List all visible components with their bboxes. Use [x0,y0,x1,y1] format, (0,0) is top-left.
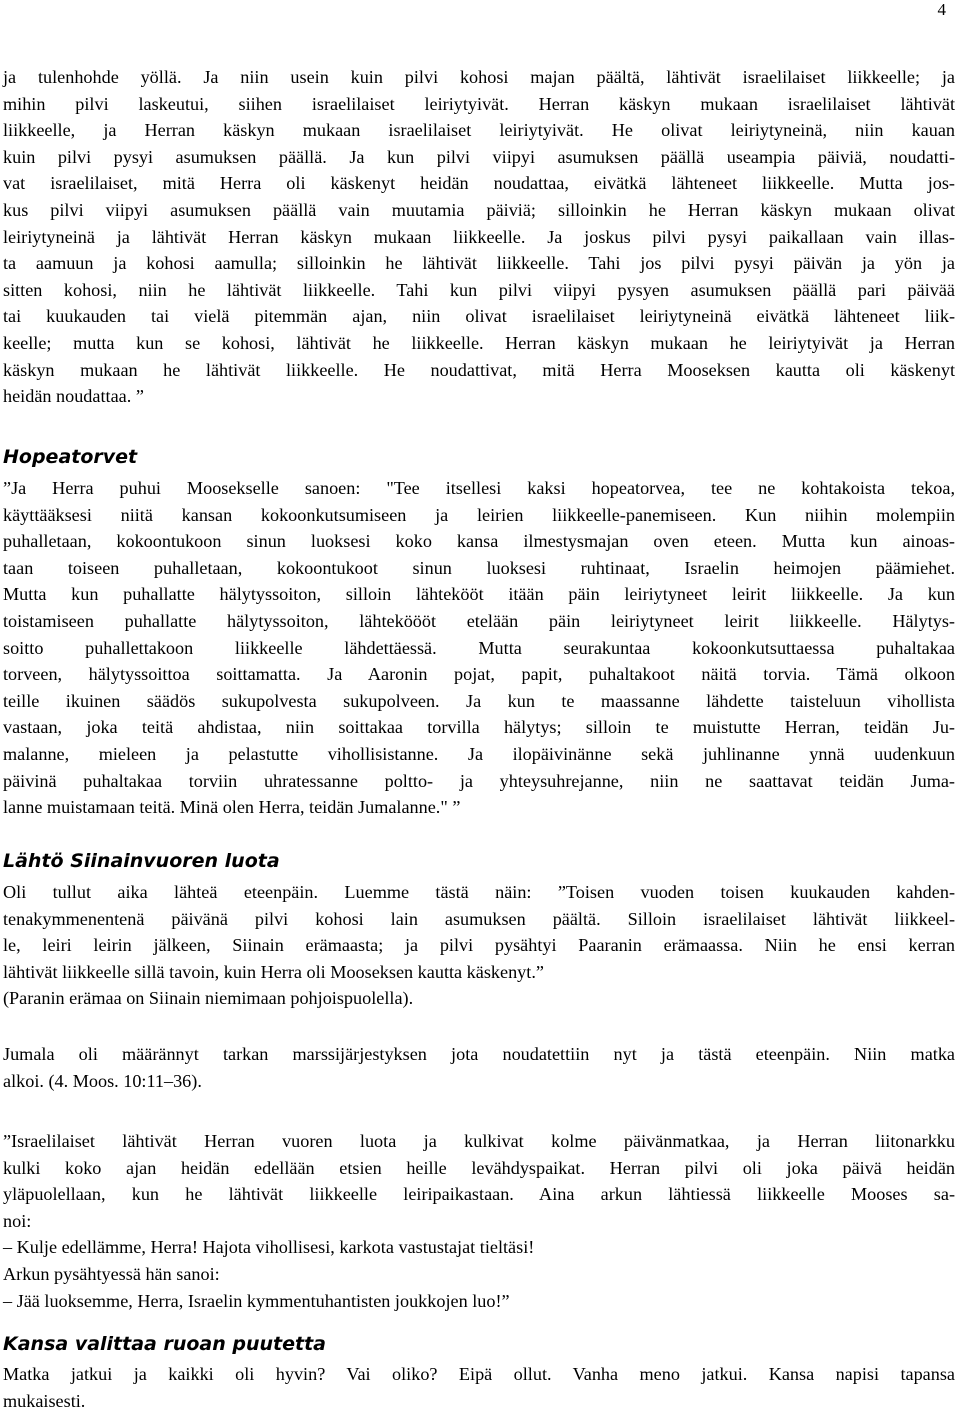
text-line: Oli tullut aika lähteä eteenpäin. Luemme tästä näin: ”Toisen vuoden toisen kuukauden kahden- [3,882,955,902]
text-line: kus pilvi viipyi asumuksen päällä vain muutamia päiviä; silloinkin he Herran käskyn mukaan olivat [3,199,955,220]
text-line: käskyn mukaan he lähtivät liikkeelle. He noudattivat, mitä Herra Mooseksen kautta oli käskenyt [3,359,955,380]
paragraph-marssijarjestys [3,1041,955,1094]
text-line: malanne, mieleen ja pelastutte vihollisistanne. Ja ilopäivinänne sekä juhlinanne ynnä uudenkuun [3,743,955,764]
text-line: heidän noudattaa. ” [3,386,144,407]
text-line: noi: [3,1210,32,1231]
text-line: kulki koko ajan heidän edellään etsien heille levähdyspaikat. Herran pilvi oli joka päivä heidän [3,1157,955,1178]
text-line: Arkun pysähtyessä hän sanoi: [3,1263,220,1284]
text-line: mukaisesti. [3,1390,86,1411]
paragraph-kansa-valittaa [3,1361,955,1414]
paragraph-intro [3,64,955,410]
page-number: 4 [937,0,946,19]
paragraph-hopeatorvet [3,475,955,821]
text-line: yläpuolellaan, kun he lähtivät liikkeelle leiripaikastaan. Aina arkun lähtiessä liikkeelle Mooses sa- [3,1184,955,1205]
text-line: tenakymmenentenä päivänä pilvi kohosi lain asumuksen päältä. Silloin israelilaiset lähtivät liikkeel- [3,908,955,929]
section-heading-hopeatorvet: Hopeatorvet [3,446,138,468]
text-line: Jumala oli määrännyt tarkan marssijärjestyksen jota noudatettiin nyt ja tästä eteenpäin. Niin matka [3,1044,955,1064]
text-line: tai kuukauden tai vielä pitemmän ajan, niin olivat israelilaiset leiriytyneinä eivätkä lähteneet liik- [3,306,955,327]
text-line: keelle; mutta kun se kohosi, lähtivät he liikkeelle. Herran käskyn mukaan he leiriytyivät ja Herran [3,332,955,353]
text-line: käyttääksesi niitä kansan kokoonkutsumiseen ja leirien liikkeelle-panemiseen. Kun niihin molempiin [3,504,955,525]
text-line: mihin pilvi laskeutui, siihen israelilaiset leiriytyivät. Herran käskyn mukaan israelilaiset lähtivät [3,93,955,114]
text-line: le, leiri leirin jälkeen, Siinain erämaasta; ja pilvi pysähtyi Paaranin erämaassa. Niin he ensi kerran [3,935,955,956]
text-line: vastaan, joka teitä ahdistaa, niin soittakaa torvilla hälytys; silloin te muistutte Herran, teidän Ju- [3,717,955,738]
text-line: – Jää luoksemme, Herra, Israelin kymmentuhantisten joukkojen luo!” [3,1290,510,1311]
text-line: Matka jatkui ja kaikki oli hyvin? Vai oliko? Eipä ollut. Vanha meno jatkui. Kansa napisi tapansa [3,1364,955,1384]
paragraph-lahto [3,879,955,1012]
text-line: leiriytyneinä ja lähtivät Herran käskyn mukaan liikkeelle. Ja joskus pilvi pysyi paikallaan vain illas- [3,226,955,247]
section-heading-kansa-valittaa: Kansa valittaa ruoan puutetta [3,1333,326,1355]
text-line: ja tulenhohde yöllä. Ja niin usein kuin pilvi kohosi majan päältä, lähtivät israelilaiset liikkeelle; ja [3,67,955,87]
text-line: ”Israelilaiset lähtivät Herran vuoren luota ja kulkivat kolme päivänmatkaa, ja Herran liitonarkku [3,1131,955,1151]
text-line: teille ikuinen säädös sukupolvesta sukupolveen. Ja kun te maassanne lähdette taisteluun vihollista [3,690,955,711]
text-line: liikkeelle, ja Herran käskyn mukaan israelilaiset leiriytyivät. He olivat leiriytyneinä, niin kauan [3,120,955,141]
text-line: kuin pilvi pysyi asumuksen päällä. Ja kun pilvi viipyi asumuksen päällä useampia päiviä, noudatti- [3,146,955,167]
text-line: alkoi. (4. Moos. 10:11–36). [3,1070,202,1091]
text-line: Mutta kun puhallatte hälytyssoiton, silloin lähtekööt itään päin leiriytyneet leirit liikkeelle. Ja kun [3,584,955,605]
text-line: ta aamuun ja kohosi aamulla; silloinkin he lähtivät liikkeelle. Tahi jos pilvi pysyi päivän ja yön ja [3,253,955,274]
text-line: (Paranin erämaa on Siinain niemimaan pohjoispuolella). [3,988,414,1009]
text-line: lanne muistamaan teitä. Minä olen Herra, teidän Jumalanne." ” [3,797,461,818]
text-line: ”Ja Herra puhui Moosekselle sanoen: "Tee itsellesi kaksi hopeatorvea, tee ne kohtakoista tekoa, [3,478,955,498]
text-line: toistamiseen puhallatte hälytyssoiton, lähteköööt etelään päin leiriytyneet leirit liikkeelle. Hälytys- [3,610,955,631]
text-line: taan toiseen puhalletaan, kokoontukoot sinun luoksesi ruhtinaat, Israelin heimojen päämiehet. [3,557,955,578]
text-line: sitten kohosi, niin he lähtivät liikkeelle. Tahi kun pilvi viipyi pysyen asumuksen päällä pari päivää [3,279,955,300]
text-line: päivinä puhaltakaa torviin uhratessanne poltto- ja yhteysuhrejanne, niin ne saattavat teidän Juma- [3,770,955,791]
text-line: torveen, hälytyssoittoa soittamatta. Ja Aaronin pojat, papit, puhaltakoot näitä torvia. Tämä olkoon [3,664,955,685]
text-line: – Kulje edellämme, Herra! Hajota vihollisesi, karkota vastustajat tieltäsi! [3,1237,535,1258]
text-line: lähtivät liikkeelle sillä tavoin, kuin Herra oli Mooseksen kautta käskenyt.” [3,961,544,982]
text-line: soitto puhallettakoon liikkeelle lähdettäessä. Mutta seurakuntaa kokoonkutsuttaessa puhaltakaa [3,637,955,658]
paragraph-liitonarkku [3,1128,955,1314]
text-line: puhalletaan, kokoontukoon sinun luoksesi koko kansa ilmestysmajan oven eteen. Mutta kun ainoas- [3,531,955,552]
section-heading-lahto: Lähtö Siinainvuoren luota [3,850,280,872]
text-line: vat israelilaiset, mitä Herra oli käskenyt heidän noudattaa, eivätkä lähteneet liikkeelle. Mutta jos- [3,173,955,194]
